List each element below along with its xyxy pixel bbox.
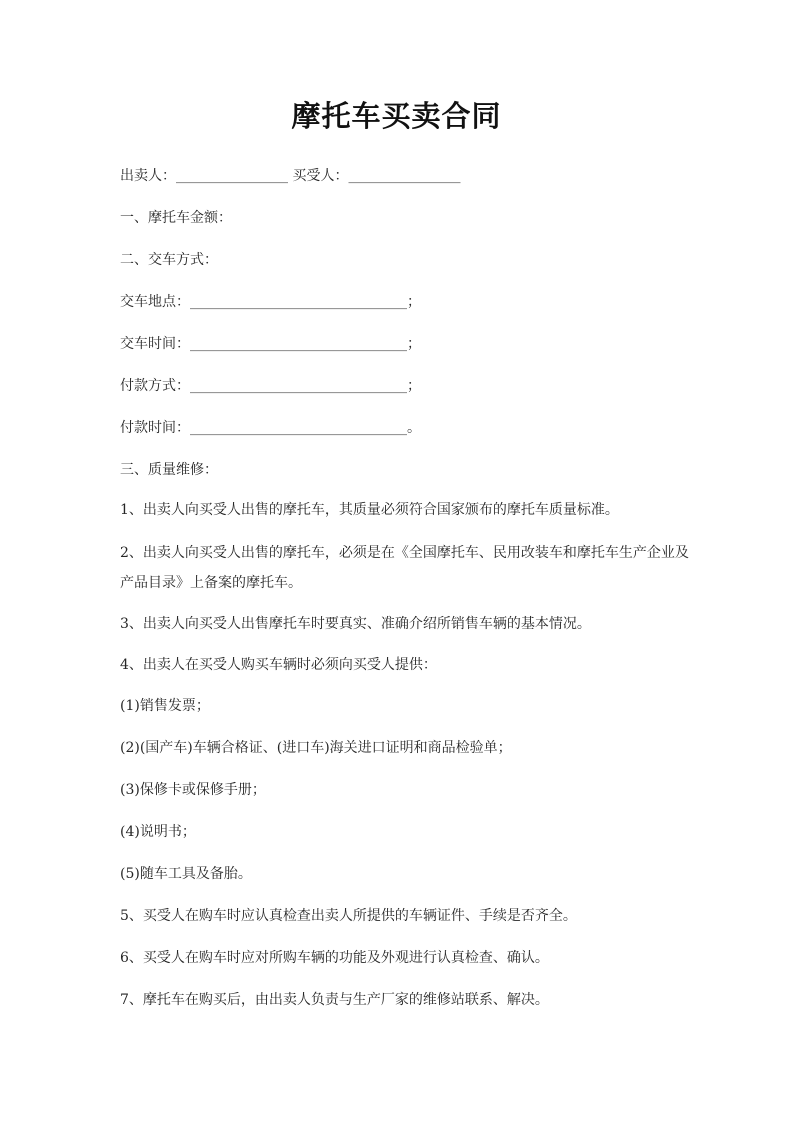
payment-time-line: 付款时间：_______________________________。 [120, 420, 421, 436]
clause-7: 7、摩托车在购买后，由出卖人负责与生产厂家的维修站联系、解决。 [120, 992, 549, 1008]
clause-4: 4、出卖人在买受人购买车辆时必须向买受人提供： [120, 657, 437, 673]
parties-line: 出卖人：________________ 买受人：________________ [120, 168, 461, 184]
delivery-time-line: 交车时间：_______________________________； [120, 336, 421, 352]
clause-4-item-4: (4)说明书； [120, 824, 196, 840]
section-quality: 三、质量维修： [120, 462, 218, 478]
section-price: 一、摩托车金额： [120, 210, 232, 226]
clause-4-item-5: (5)随车工具及备胎。 [120, 866, 252, 882]
clause-5: 5、买受人在购车时应认真检查出卖人所提供的车辆证件、手续是否齐全。 [120, 908, 577, 924]
clause-1: 1、出卖人向买受人出售的摩托车，其质量必须符合国家颁布的摩托车质量标准。 [120, 502, 619, 518]
clause-4-item-1: (1)销售发票； [120, 698, 210, 714]
payment-method-line: 付款方式：_______________________________； [120, 378, 421, 394]
clause-6: 6、买受人在购车时应对所购车辆的功能及外观进行认真检查、确认。 [120, 950, 549, 966]
clause-4-item-3: (3)保修卡或保修手册； [120, 782, 266, 798]
section-delivery: 二、交车方式： [120, 252, 218, 268]
document-title: 摩托车买卖合同 [291, 99, 502, 133]
clause-4-item-2: (2)(国产车)车辆合格证、(进口车)海关进口证明和商品检验单； [120, 740, 512, 756]
clause-2: 2、出卖人向买受人出售的摩托车，必须是在《全国摩托车、民用改装车和摩托车生产企业及产品目录》上备案的摩托车。 [120, 545, 689, 591]
delivery-place-line: 交车地点：_______________________________； [120, 294, 421, 310]
clause-3: 3、出卖人向买受人出售摩托车时要真实、准确介绍所销售车辆的基本情况。 [120, 616, 591, 632]
